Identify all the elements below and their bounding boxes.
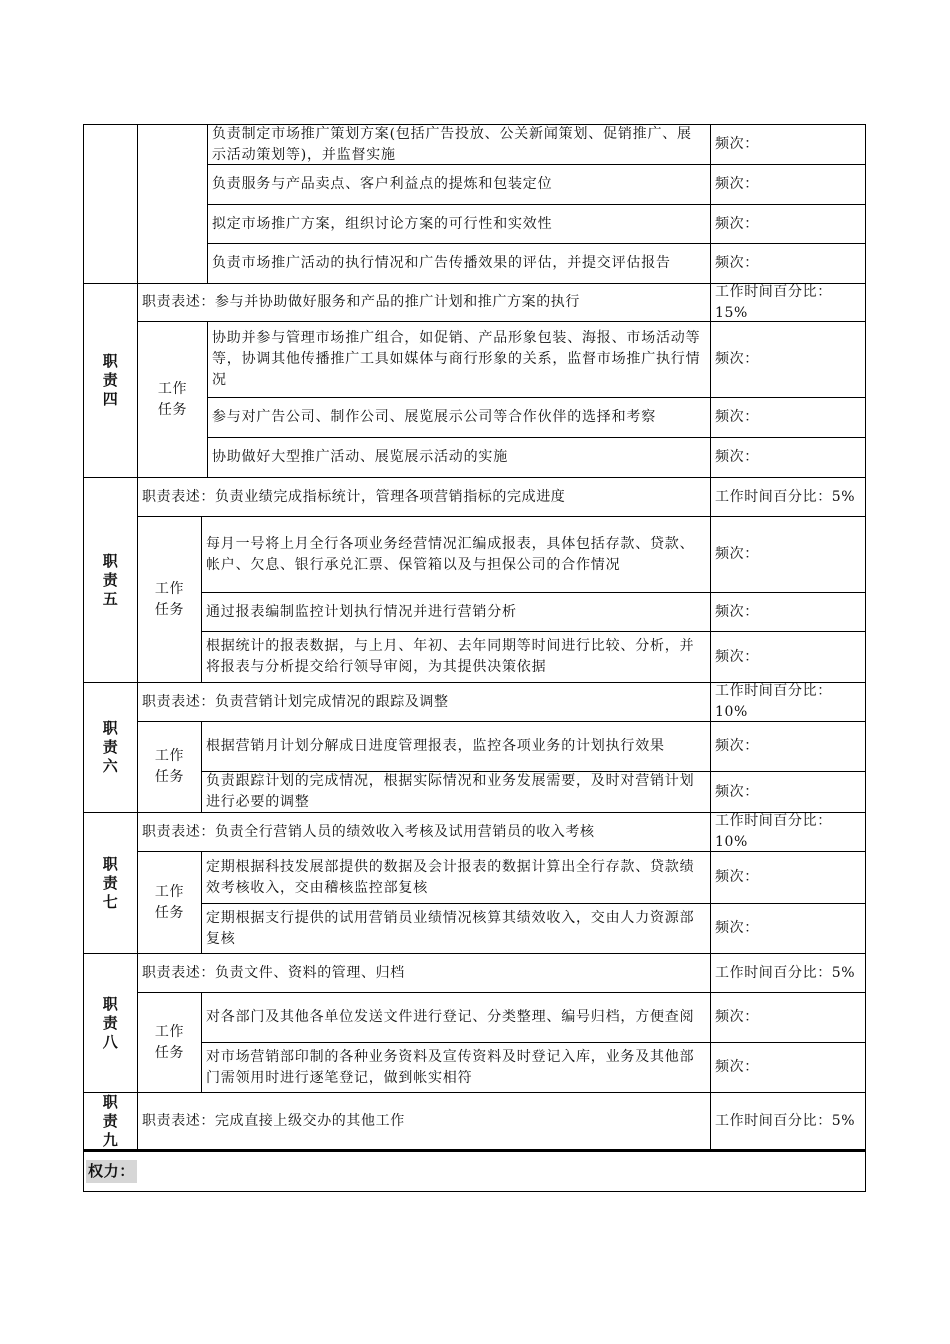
task-cell — [201, 992, 710, 1042]
duty-statement — [137, 953, 710, 992]
frequency-cell-text: 频次： — [715, 449, 759, 465]
task-cell-text: 通过报表编制监控计划执行情况并进行营销分析 — [206, 603, 517, 620]
task-label-text: 工作 任务 — [157, 380, 188, 418]
frequency-cell — [710, 516, 865, 592]
time-percentage — [710, 283, 865, 321]
frequency-cell — [710, 851, 865, 903]
frequency-cell — [710, 243, 865, 283]
duty-statement-text: 职责表述：完成直接上级交办的其他工作 — [142, 1112, 405, 1129]
task-cell — [207, 437, 710, 477]
table-bottom-border — [83, 1191, 866, 1192]
frequency-cell — [710, 721, 865, 771]
task-label-text: 工作 任务 — [154, 580, 185, 618]
frequency-cell-text: 频次： — [715, 176, 759, 192]
duty-label — [83, 812, 137, 953]
task-cell — [201, 851, 710, 903]
duty-label-text: 职 责 四 — [102, 352, 119, 408]
power-label: 权力： — [86, 1160, 137, 1183]
task-cell-text: 对各部门及其他各单位发送文件进行登记、分类整理、编号归档，方便查阅 — [206, 1009, 695, 1025]
task-label — [137, 851, 201, 953]
task-cell-text: 根据统计的报表数据，与上月、年初、去年同期等时间进行比较、分析，并将报表与分析提交给行领导审阅，为其提供决策依据 — [206, 638, 695, 675]
task-cell-text: 每月一号将上月全行各项业务经营情况汇编成报表，具体包括存款、贷款、帐户、欠息、银行承兑汇票、保管箱以及与担保公司的合作情况 — [206, 535, 695, 573]
frequency-cell-text: 频次： — [715, 136, 759, 152]
task-cell-text: 协助并参与管理市场推广组合，如促销、产品形象包装、海报、市场活动等等，协调其他传播推广工具如媒体与商行形象的关系，监督市场推广执行情况 — [212, 330, 701, 388]
frequency-cell-text: 频次： — [715, 1009, 759, 1025]
duty-label-text: 职 责 六 — [102, 719, 119, 775]
duty-label — [83, 283, 137, 477]
frequency-cell-text: 频次： — [715, 783, 759, 800]
task-cell — [201, 721, 710, 771]
duty-label — [83, 682, 137, 812]
duty-label-text: 职 责 九 — [102, 1092, 119, 1149]
frequency-cell — [710, 903, 865, 953]
task-cell — [201, 516, 710, 592]
task-cell — [207, 321, 710, 397]
time-percentage — [710, 682, 865, 721]
time-percentage-text: 工作时间百分比：5% — [715, 964, 856, 981]
frequency-cell — [710, 771, 865, 812]
task-cell — [201, 592, 710, 631]
task-label — [137, 321, 207, 477]
time-percentage — [710, 1092, 865, 1149]
frequency-cell-text: 频次： — [715, 869, 759, 885]
time-percentage-text: 工作时间百分比：15% — [715, 283, 832, 321]
task-cell-text: 负责跟踪计划的完成情况，根据实际情况和业务发展需要，及时对营销计划进行必要的调整 — [206, 773, 695, 810]
task-cell-text: 根据营销月计划分解成日进度管理报表，监控各项业务的计划执行效果 — [206, 738, 665, 754]
task-cell-text: 定期根据支行提供的试用营销员业绩情况核算其绩效收入，交由人力资源部复核 — [206, 909, 695, 947]
duty-label — [83, 477, 137, 682]
duty-label-empty — [83, 124, 137, 283]
task-cell-text: 负责制定市场推广策划方案(包括广告投放、公关新闻策划、促销推广、展示活动策划等)，并监督实施 — [212, 125, 692, 163]
frequency-cell-text: 频次： — [715, 546, 759, 562]
duty-statement-text: 职责表述：负责营销计划完成情况的跟踪及调整 — [142, 693, 449, 710]
frequency-cell — [710, 164, 865, 204]
duty-label-text: 职 责 八 — [102, 994, 119, 1051]
duty-label — [83, 1092, 137, 1149]
task-cell — [207, 397, 710, 437]
time-percentage — [710, 953, 865, 992]
frequency-cell-text: 频次： — [715, 215, 759, 232]
task-label-text: 工作 任务 — [154, 883, 185, 921]
duty-label-text: 职 责 五 — [102, 551, 119, 608]
frequency-cell — [710, 992, 865, 1042]
frequency-cell — [710, 437, 865, 477]
task-cell-text: 协助做好大型推广活动、展览展示活动的实施 — [212, 449, 508, 465]
task-cell-text: 定期根据科技发展部提供的数据及会计报表的数据计算出全行存款、贷款绩效考核收入，交由稽核监控部复核 — [206, 858, 695, 896]
frequency-cell — [710, 1042, 865, 1092]
frequency-cell-text: 频次： — [715, 409, 759, 425]
duty-statement — [137, 477, 710, 516]
time-percentage-text: 工作时间百分比：10% — [715, 683, 832, 720]
task-cell-text: 负责服务与产品卖点、客户利益点的提炼和包装定位 — [212, 176, 553, 192]
duty-statement-text: 职责表述：参与并协助做好服务和产品的推广计划和推广方案的执行 — [142, 294, 580, 310]
task-cell — [207, 204, 710, 243]
task-cell — [207, 243, 710, 283]
time-percentage-text: 工作时间百分比：5% — [715, 1112, 856, 1129]
task-cell — [201, 631, 710, 682]
frequency-cell-text: 频次： — [715, 603, 759, 620]
task-cell — [207, 124, 710, 164]
task-label-text: 工作 任务 — [154, 1023, 185, 1061]
frequency-cell — [710, 631, 865, 682]
task-cell-text: 对市场营销部印制的各种业务资料及宣传资料及时登记入库，业务及其他部门需领用时进行逐笔登记，做到帐实相符 — [206, 1048, 695, 1086]
frequency-cell — [710, 592, 865, 631]
table-divider — [83, 1149, 866, 1151]
duty-label — [83, 953, 137, 1092]
frequency-cell — [710, 204, 865, 243]
duty-statement — [137, 812, 710, 851]
frequency-cell — [710, 397, 865, 437]
task-cell — [201, 1042, 710, 1092]
task-cell-text: 拟定市场推广方案，组织讨论方案的可行性和实效性 — [212, 215, 553, 232]
frequency-cell — [710, 124, 865, 164]
frequency-cell — [710, 321, 865, 397]
duty-statement — [137, 682, 710, 721]
duty-statement — [137, 1092, 710, 1149]
power-row — [83, 1151, 865, 1191]
frequency-cell-text: 频次： — [715, 648, 759, 665]
task-label — [137, 992, 201, 1092]
task-label — [137, 516, 201, 682]
frequency-cell-text: 频次： — [715, 1059, 759, 1075]
task-label-text: 工作 任务 — [154, 748, 185, 785]
time-percentage-text: 工作时间百分比：5% — [715, 488, 856, 505]
duty-statement-text: 职责表述：负责业绩完成指标统计，管理各项营销指标的完成进度 — [142, 488, 566, 505]
frequency-cell-text: 频次： — [715, 255, 759, 271]
task-label — [137, 721, 201, 812]
task-cell — [207, 164, 710, 204]
task-cell-text: 参与对广告公司、制作公司、展览展示公司等合作伙伴的选择和考察 — [212, 409, 656, 425]
duty-statement — [137, 283, 710, 321]
task-cell — [201, 771, 710, 812]
time-percentage-text: 工作时间百分比：10% — [715, 813, 832, 850]
task-cell-text: 负责市场推广活动的执行情况和广告传播效果的评估，并提交评估报告 — [212, 255, 671, 271]
frequency-cell-text: 频次： — [715, 920, 759, 936]
duty-statement-text: 职责表述：负责全行营销人员的绩效收入考核及试用营销员的收入考核 — [142, 823, 595, 840]
time-percentage — [710, 812, 865, 851]
frequency-cell-text: 频次： — [715, 738, 759, 754]
time-percentage — [710, 477, 865, 516]
duty-label-text: 职 责 七 — [102, 854, 119, 911]
task-label-empty — [137, 124, 207, 283]
table-right-border — [865, 124, 866, 1192]
frequency-cell-text: 频次： — [715, 351, 759, 367]
task-cell — [201, 903, 710, 953]
duty-statement-text: 职责表述：负责文件、资料的管理、归档 — [142, 964, 405, 981]
